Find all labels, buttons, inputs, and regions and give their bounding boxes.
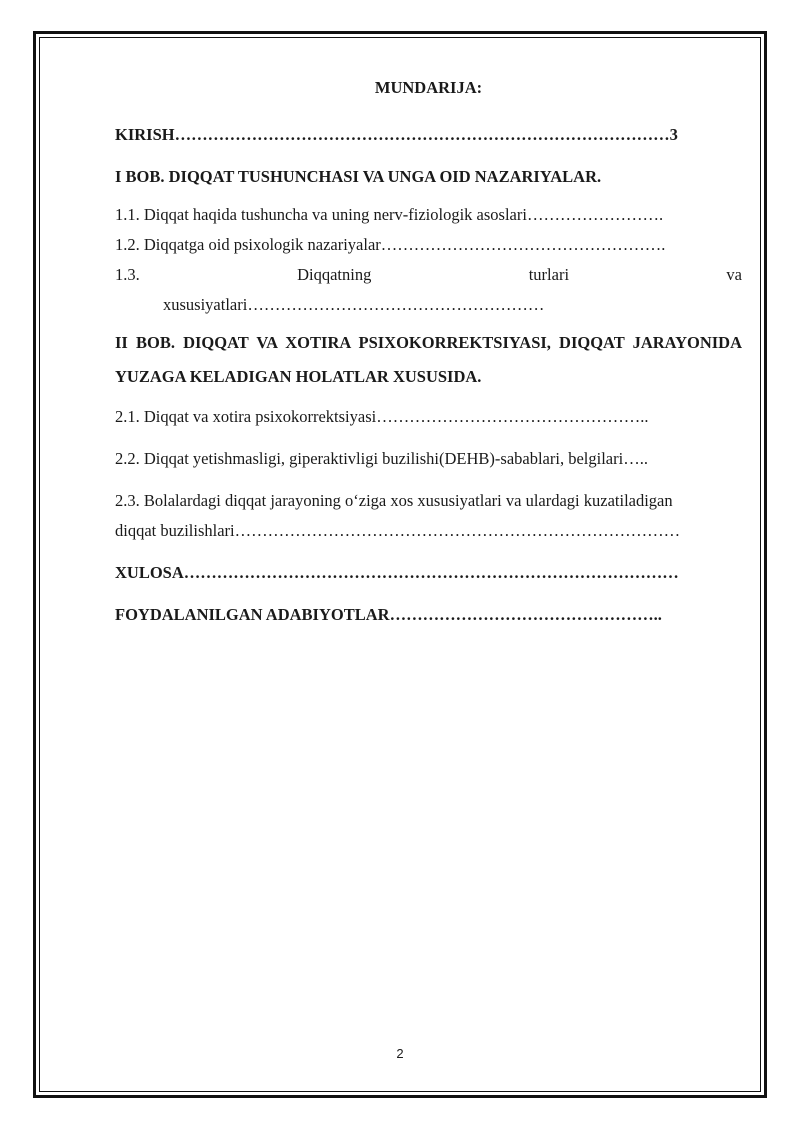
toc-heading: MUNDARIJA: — [374, 78, 483, 97]
toc-entry-kirish[interactable]: KIRISH………………………………………………………………………………3 — [115, 125, 678, 144]
toc-entry-2-3[interactable] — [115, 486, 742, 546]
toc-entry-1-1[interactable]: 1.1. Diqqat haqida tushuncha va uning nerv-fiziologik asoslari……………………. — [115, 205, 664, 224]
toc-entry-2-1[interactable]: 2.1. Diqqat va xotira psixokorrektsiyasi………………………………………….. — [115, 407, 649, 426]
toc-entry-1-3-number: 1.3. — [115, 265, 140, 284]
toc-entry-2-2[interactable]: 2.2. Diqqat yetishmasligi, giperaktivligi buzilishi(DEHB)-sabablari, belgilari….. — [115, 449, 648, 468]
toc-entry-1-3[interactable] — [115, 260, 742, 320]
toc-entry-1-3-word-3: va — [726, 265, 742, 284]
table-of-contents — [115, 76, 742, 630]
toc-entry-2-3-line-2: diqqat buzilishlari……………………………………………………………………… — [115, 521, 681, 540]
toc-entry-2-3-line-1: 2.3. Bolalardagi diqqat jarayoning o‘ziga xos xususiyatlari va ulardagi kuzatiladigan — [115, 491, 673, 510]
toc-entry-1-3-word-2: turlari — [528, 265, 570, 284]
toc-entry-foydalanilgan-adabiyotlar[interactable]: FOYDALANILGAN ADABIYOTLAR………………………………………….. — [115, 605, 662, 624]
toc-entry-xulosa[interactable]: XULOSA……………………………………………………………………………… — [115, 563, 679, 582]
toc-chapter-1[interactable]: I BOB. DIQQAT TUSHUNCHASI VA UNGA OID NAZARIYALAR. — [115, 167, 602, 186]
toc-entry-1-3-continuation: xususiyatlari……………………………………………… — [163, 295, 545, 314]
toc-entry-1-2[interactable]: 1.2. Diqqatga oid psixologik nazariyalar……………………………………………. — [115, 235, 666, 254]
toc-chapter-2[interactable]: II BOB. DIQQAT VA XOTIRA PSIXOKORREKTSIYASI, DIQQAT JARAYONIDA YUZAGA KELADIGAN HOLATLAR XUSUSIDA. — [115, 333, 742, 386]
page-number: 2 — [396, 1046, 404, 1061]
toc-entry-1-3-word-1: Diqqatning — [297, 265, 372, 284]
